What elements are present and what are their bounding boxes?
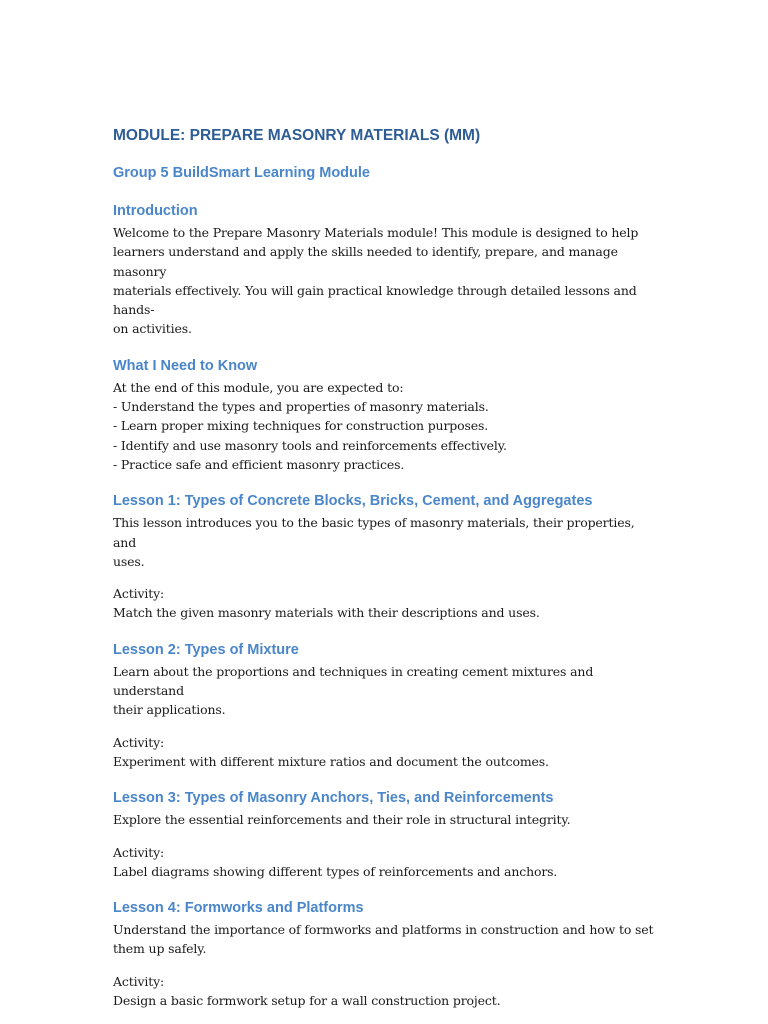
lesson-1-body [113,513,658,571]
activity-text: Design a basic formwork setup for a wall construction project. [113,993,501,1009]
introduction-section [113,201,658,339]
lesson-body-line: Explore the essential reinforcements and their role in structural integrity. [113,812,571,828]
lesson-4-activity [113,972,658,1011]
lesson-body-line: This lesson introduces you to the basic types of masonry materials, their properties, and [113,515,635,550]
lesson-4-heading: Lesson 4: Formworks and Platforms [113,900,364,917]
lesson-1-section [113,491,658,622]
activity-label: Activity: [113,844,165,860]
objective-item: - Understand the types and properties of masonry materials. [113,399,489,415]
activity-text: Label diagrams showing different types of reinforcements and anchors. [113,863,558,879]
introduction-paragraph [113,223,658,339]
lesson-3-section [113,788,658,881]
introduction-line: materials effectively. You will gain practical knowledge through detailed lessons and hands- [113,282,637,318]
lesson-4-section [113,898,658,1010]
lesson-2-section [113,640,658,771]
lesson-2-activity [113,733,658,772]
lesson-3-activity [113,843,658,882]
lesson-body-line: Learn about the proportions and techniques in creating cement mixtures and understand [113,663,594,699]
objective-item: - Learn proper mixing techniques for construction purposes. [113,418,489,434]
activity-label: Activity: [113,586,165,602]
lesson-4-body [113,920,658,959]
introduction-heading: Introduction [113,203,198,219]
lesson-1-activity [113,584,658,623]
objective-item: - Practice safe and efficient masonry practices. [113,456,405,472]
objective-item: - Identify and use masonry tools and reinforcements effectively. [113,437,507,453]
introduction-line: on activities. [113,321,192,337]
module-title: MODULE: PREPARE MASONRY MATERIALS (MM) [113,127,481,144]
objectives-intro: At the end of this module, you are expected to: [113,379,404,395]
introduction-line: Welcome to the Prepare Masonry Materials module! This module is designed to help [113,225,639,240]
document-page [113,126,658,1010]
lesson-2-body [113,662,658,720]
lesson-3-heading: Lesson 3: Types of Masonry Anchors, Ties, and Reinforcements [113,790,554,807]
activity-text: Match the given masonry materials with their descriptions and uses. [113,605,540,621]
lesson-2-heading: Lesson 2: Types of Mixture [113,641,299,658]
lesson-body-line: Understand the importance of formworks and platforms in construction and how to set [113,922,654,938]
lesson-3-body [113,810,658,829]
activity-text: Experiment with different mixture ratios and document the outcomes. [113,753,549,769]
lesson-body-line: their applications. [113,702,226,718]
lesson-body-line: uses. [113,553,145,569]
activity-label: Activity: [113,973,165,989]
need-to-know-section [113,356,658,474]
module-subtitle: Group 5 BuildSmart Learning Module [113,165,370,181]
need-to-know-heading: What I Need to Know [113,357,258,374]
lesson-1-heading: Lesson 1: Types of Concrete Blocks, Bricks, Cement, and Aggregates [113,493,593,510]
lesson-body-line: them up safely. [113,941,207,957]
introduction-line: learners understand and apply the skills needed to identify, prepare, and manage masonry [113,244,618,279]
objectives-list [113,378,658,474]
activity-label: Activity: [113,734,165,750]
